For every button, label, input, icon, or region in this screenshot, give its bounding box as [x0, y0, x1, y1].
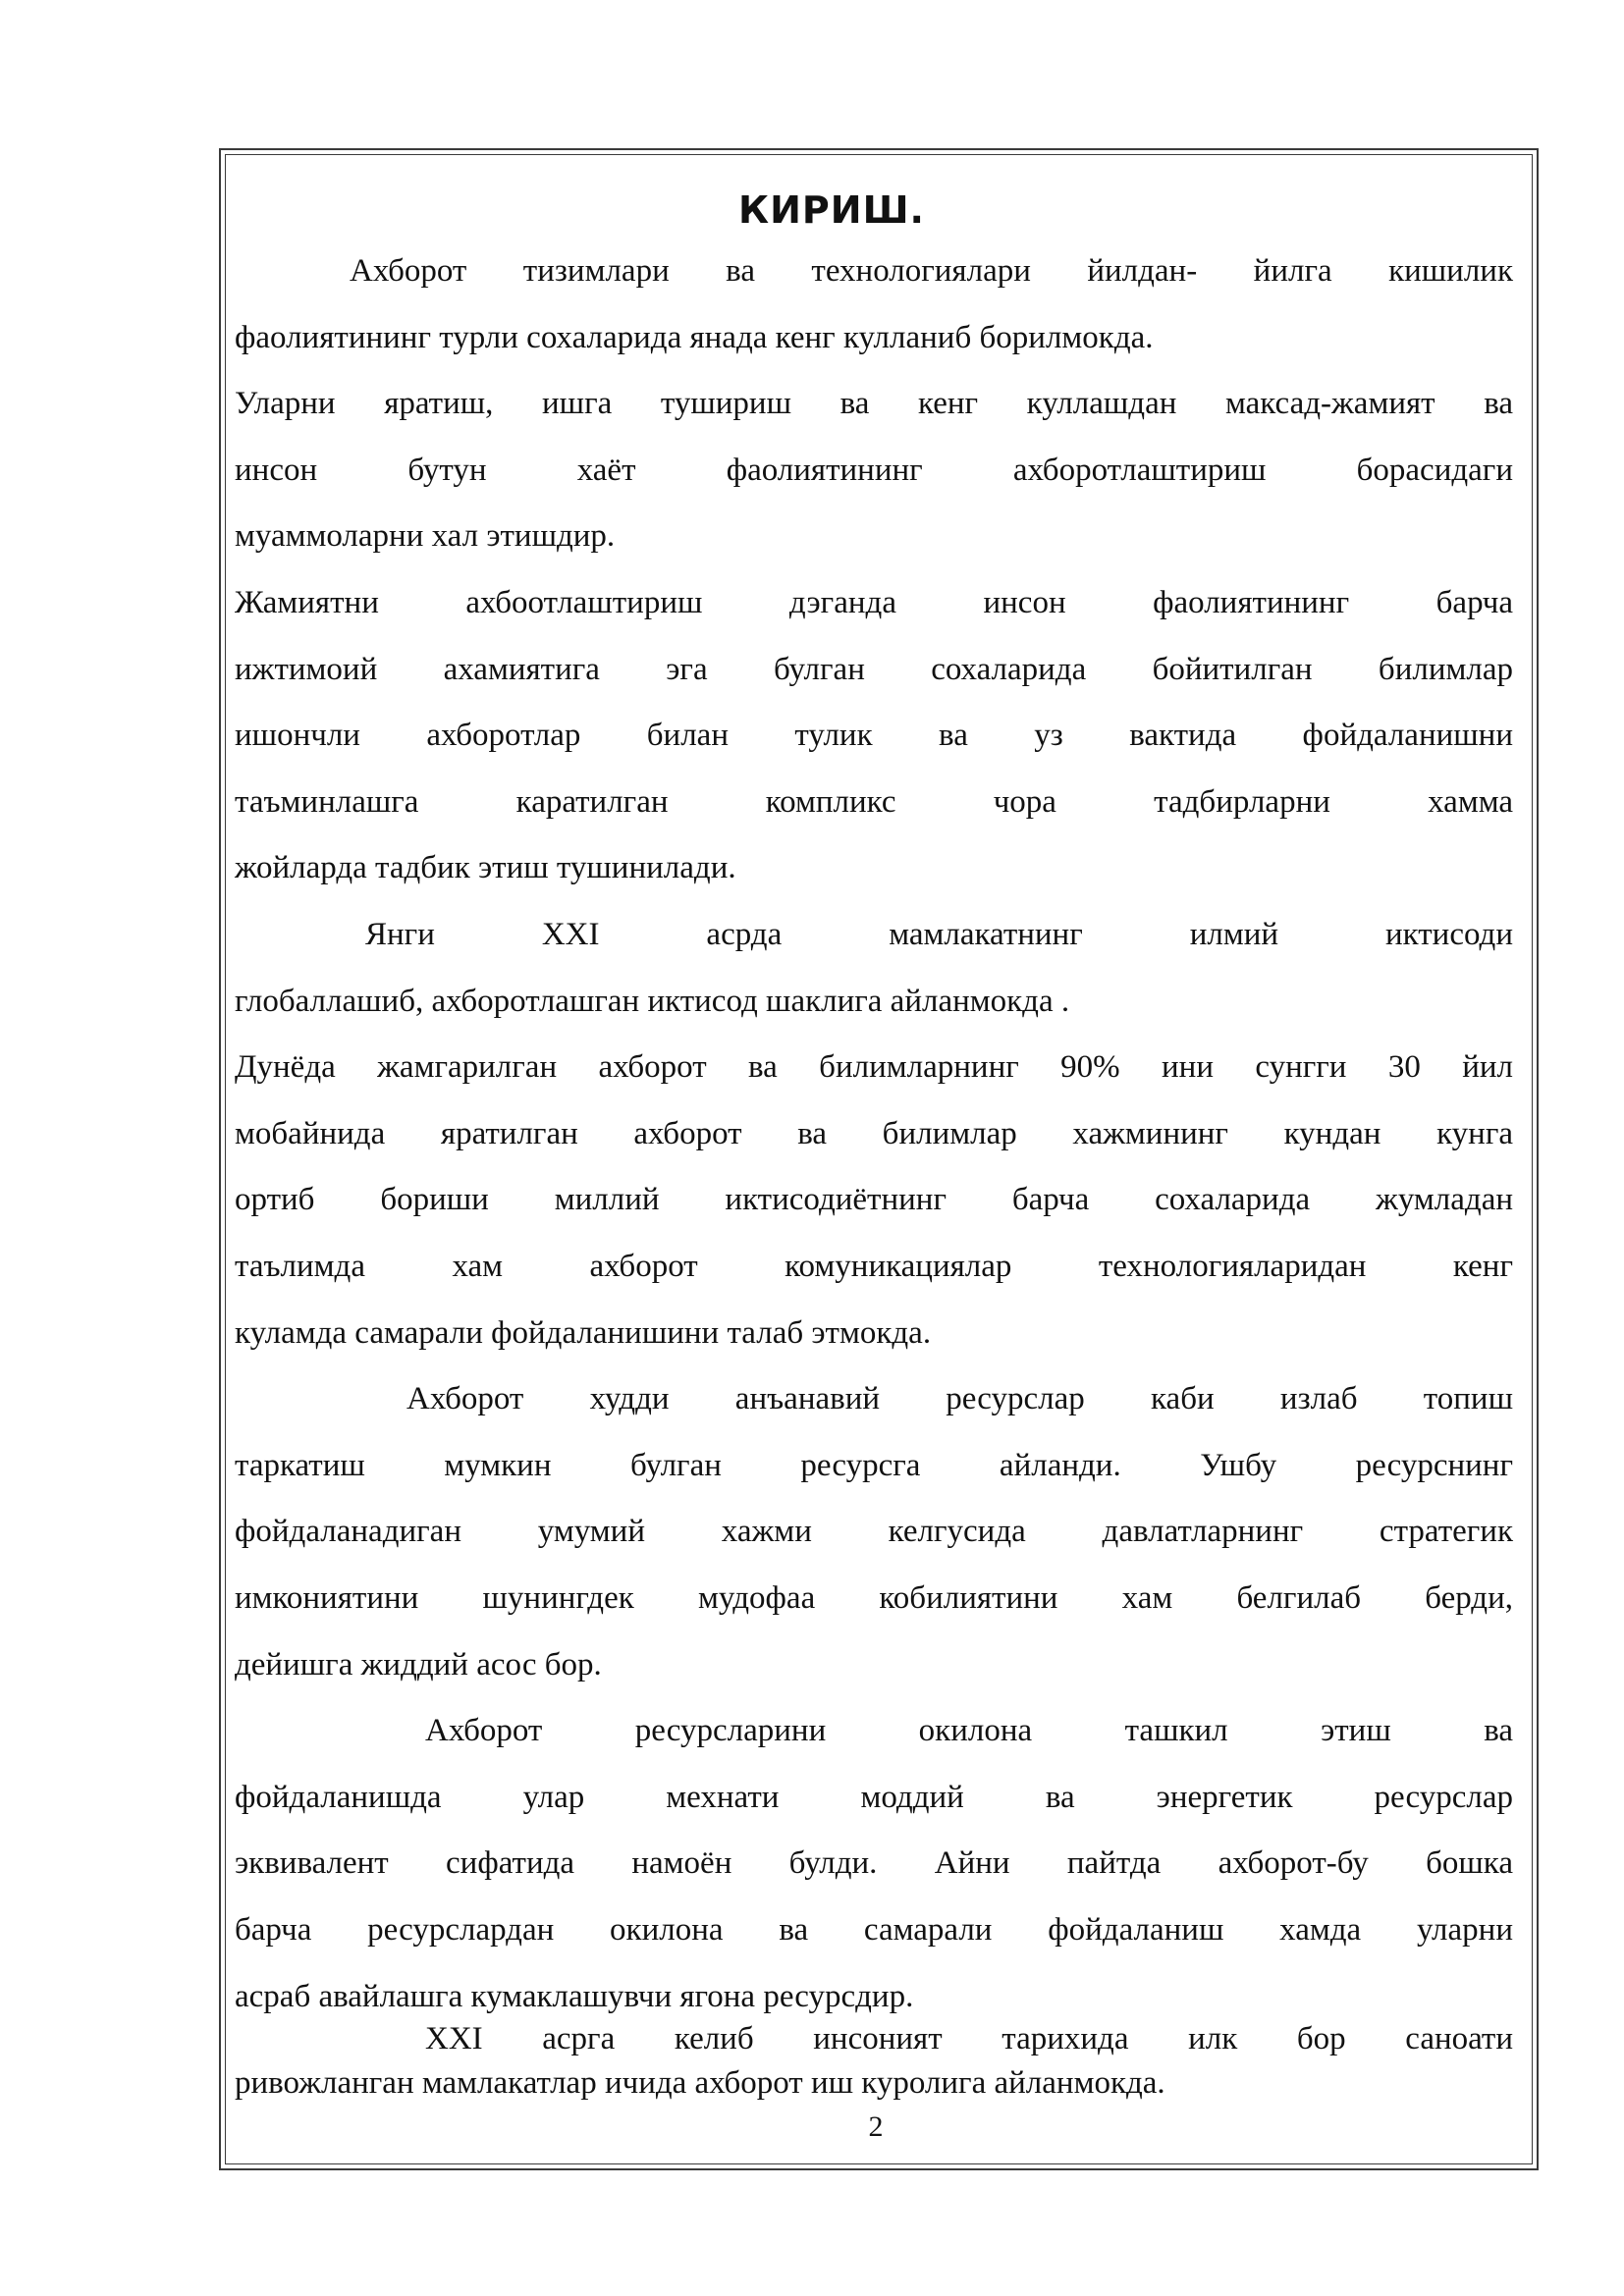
text-line: мобайнида яратилган ахборот ва билимлар хажмининг кундан кунга: [235, 1116, 1513, 1151]
text-line: эквивалент сифатида намоён булди. Айни пайтда ахборот-бу бошка: [235, 1845, 1513, 1881]
text-line: ривожланган мамлакатлар ичида ахборот иш куролига айланмокда.: [235, 2065, 1165, 2101]
text-line: таркатиш мумкин булган ресурсга айланди. Ушбу ресурснинг: [235, 1448, 1513, 1483]
text-line: асраб авайлашга кумаклашувчи ягона ресурсдир.: [235, 1979, 914, 2014]
text-line: Уларни яратиш, ишга тушириш ва кенг куллашдан максад-жамият ва: [235, 386, 1513, 421]
text-line: инсон бутун хаёт фаолиятининг ахборотлаштириш борасидаги: [235, 453, 1513, 488]
text-line: ортиб бориши миллий иктисодиётнинг барча сохаларида жумладан: [235, 1182, 1513, 1217]
text-line: XXI асрга келиб инсоният тарихида илк бор саноати: [425, 2021, 1513, 2056]
text-line: Ахборот ресурсларини окилона ташкил этиш ва: [425, 1713, 1513, 1748]
text-line: жойларда тадбик этиш тушинилади.: [235, 850, 736, 885]
text-line: куламда самарали фойдаланишини талаб этмокда.: [235, 1315, 932, 1351]
text-line: барча ресурслардан окилона ва самарали фойдаланиш хамда уларни: [235, 1912, 1513, 1948]
text-line: фойдаланишда улар мехнати моддий ва энергетик ресурслар: [235, 1780, 1513, 1815]
text-line: Янги XXI асрда мамлакатнинг илмий иктисоди: [365, 917, 1513, 952]
text-line: Ахборот худди анъанавий ресурслар каби излаб топиш: [406, 1381, 1513, 1416]
text-line: дейишга жиддий асос бор.: [235, 1647, 602, 1682]
text-line: ижтимоий ахамиятига эга булган сохаларида бойитилган билимлар: [235, 652, 1513, 687]
text-line: фаолиятининг турли сохаларида янада кенг кулланиб борилмокда.: [235, 320, 1154, 355]
text-line: Ахборот тизимлари ва технологиялари йилдан- йилга кишилик: [350, 253, 1513, 289]
page-title: КИРИШ.: [738, 188, 925, 232]
text-line: муаммоларни хал этишдир.: [235, 518, 616, 554]
text-line: ишончли ахборотлар билан тулик ва уз вактида фойдаланишни: [235, 718, 1513, 753]
text-line: Дунёда жамгарилган ахборот ва билимларнинг 90% ини сунгги 30 йил: [235, 1049, 1513, 1085]
text-line: таълимда хам ахборот комуникациялар технологияларидан кенг: [235, 1249, 1513, 1284]
text-line: Жамиятни ахбоотлаштириш дэганда инсон фаолиятининг барча: [235, 585, 1513, 620]
text-line: таъминлашга каратилган компликс чора тадбирларни хамма: [235, 784, 1513, 820]
text-line: фойдаланадиган умумий хажми келгусида давлатларнинг стратегик: [235, 1514, 1513, 1549]
page-number: 2: [868, 2110, 884, 2143]
text-line: глобаллашиб, ахборотлашган иктисод шаклига айланмокда .: [235, 984, 1070, 1019]
text-line: имкониятини шунингдек мудофаа кобилиятини хам белгилаб берди,: [235, 1580, 1513, 1616]
